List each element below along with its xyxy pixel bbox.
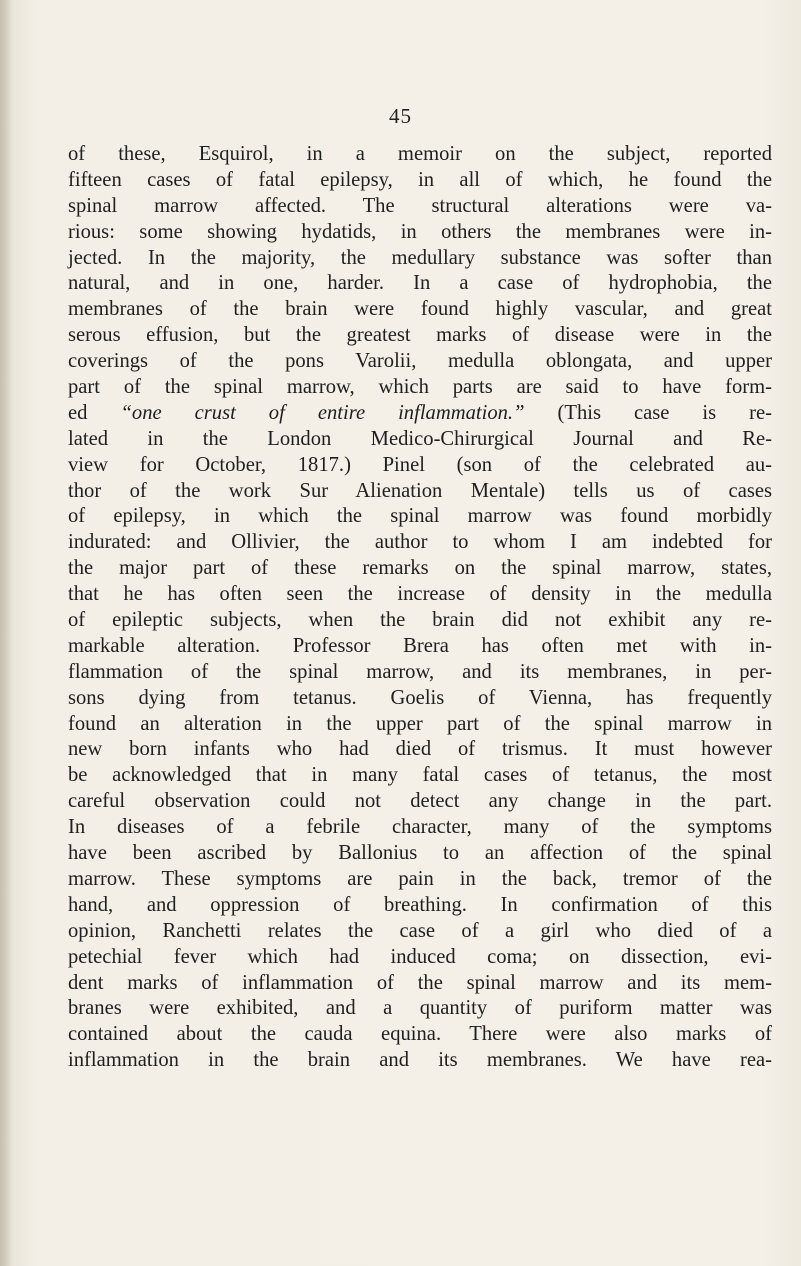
quote-lead: ed — [68, 401, 121, 424]
binding-shadow — [0, 0, 12, 1266]
text-line: sons dying from tetanus. Goelis of Vienna, has frequently — [68, 686, 772, 709]
text-line: spinal marrow affected. The structural alterations were va- — [68, 194, 772, 217]
text-line: marrow. These symptoms are pain in the back, tremor of the — [68, 867, 772, 890]
text-line: part of the spinal marrow, which parts are said to have form- — [68, 376, 772, 399]
italic-quote: “one crust of entire inflammation.” — [120, 401, 525, 424]
text-line: markable alteration. Professor Brera has often met with in- — [68, 634, 772, 657]
text-line: opinion, Ranchetti relates the case of a girl who died of a — [68, 919, 772, 942]
body-text — [68, 142, 772, 1074]
text-line: the major part of these remarks on the spinal marrow, states, — [68, 557, 772, 580]
text-line: found an alteration in the upper part of the spinal marrow in — [68, 712, 772, 735]
text-line: new born infants who had died of trismus. It must however — [68, 738, 772, 761]
text-line: fifteen cases of fatal epilepsy, in all of which, he found the — [68, 168, 772, 191]
page-number: 45 — [389, 104, 412, 128]
text-line: careful observation could not detect any change in the part. — [68, 790, 772, 813]
text-line: membranes of the brain were found highly vascular, and great — [68, 298, 772, 321]
text-line: indurated: and Ollivier, the author to whom I am indebted for — [68, 531, 772, 554]
text-line: contained about the cauda equina. There were also marks of — [68, 1023, 772, 1046]
text-line: lated in the London Medico-Chirurgical Journal and Re- — [68, 427, 772, 450]
text-line: that he has often seen the increase of density in the medulla — [68, 583, 772, 606]
text-line: branes were exhibited, and a quantity of puriform matter was — [68, 997, 772, 1020]
text-line-quote — [68, 401, 772, 427]
text-line: In diseases of a febrile character, many of the symptoms — [68, 816, 772, 839]
quote-tail: (This case is re- — [524, 401, 773, 424]
text-line: hand, and oppression of breathing. In confirmation of this — [68, 893, 772, 916]
text-line: natural, and in one, harder. In a case of hydrophobia, the — [68, 272, 772, 295]
text-line: coverings of the pons Varolii, medulla oblongata, and upper — [68, 350, 772, 373]
text-line: of these, Esquirol, in a memoir on the subject, reported — [68, 143, 772, 165]
text-line: thor of the work Sur Alienation Mentale) tells us of cases — [68, 479, 772, 502]
text-line: inflammation in the brain and its membranes. We have rea- — [68, 1049, 772, 1072]
text-line: dent marks of inflammation of the spinal marrow and its mem- — [68, 971, 772, 994]
text-line: jected. In the majority, the medullary substance was softer than — [68, 246, 772, 269]
text-line: be acknowledged that in many fatal cases of tetanus, the most — [68, 764, 772, 787]
text-line: rious: some showing hydatids, in others the membranes were in- — [68, 220, 772, 243]
text-line: view for October, 1817.) Pinel (son of the celebrated au- — [68, 453, 772, 476]
text-line: have been ascribed by Ballonius to an affection of the spinal — [68, 842, 772, 865]
text-line: flammation of the spinal marrow, and its membranes, in per- — [68, 660, 772, 683]
text-line: petechial fever which had induced coma; on dissection, evi- — [68, 945, 772, 968]
text-line: serous effusion, but the greatest marks of disease were in the — [68, 324, 772, 347]
text-line: of epileptic subjects, when the brain did not exhibit any re- — [68, 609, 772, 632]
text-line: of epilepsy, in which the spinal marrow was found morbidly — [68, 505, 772, 528]
